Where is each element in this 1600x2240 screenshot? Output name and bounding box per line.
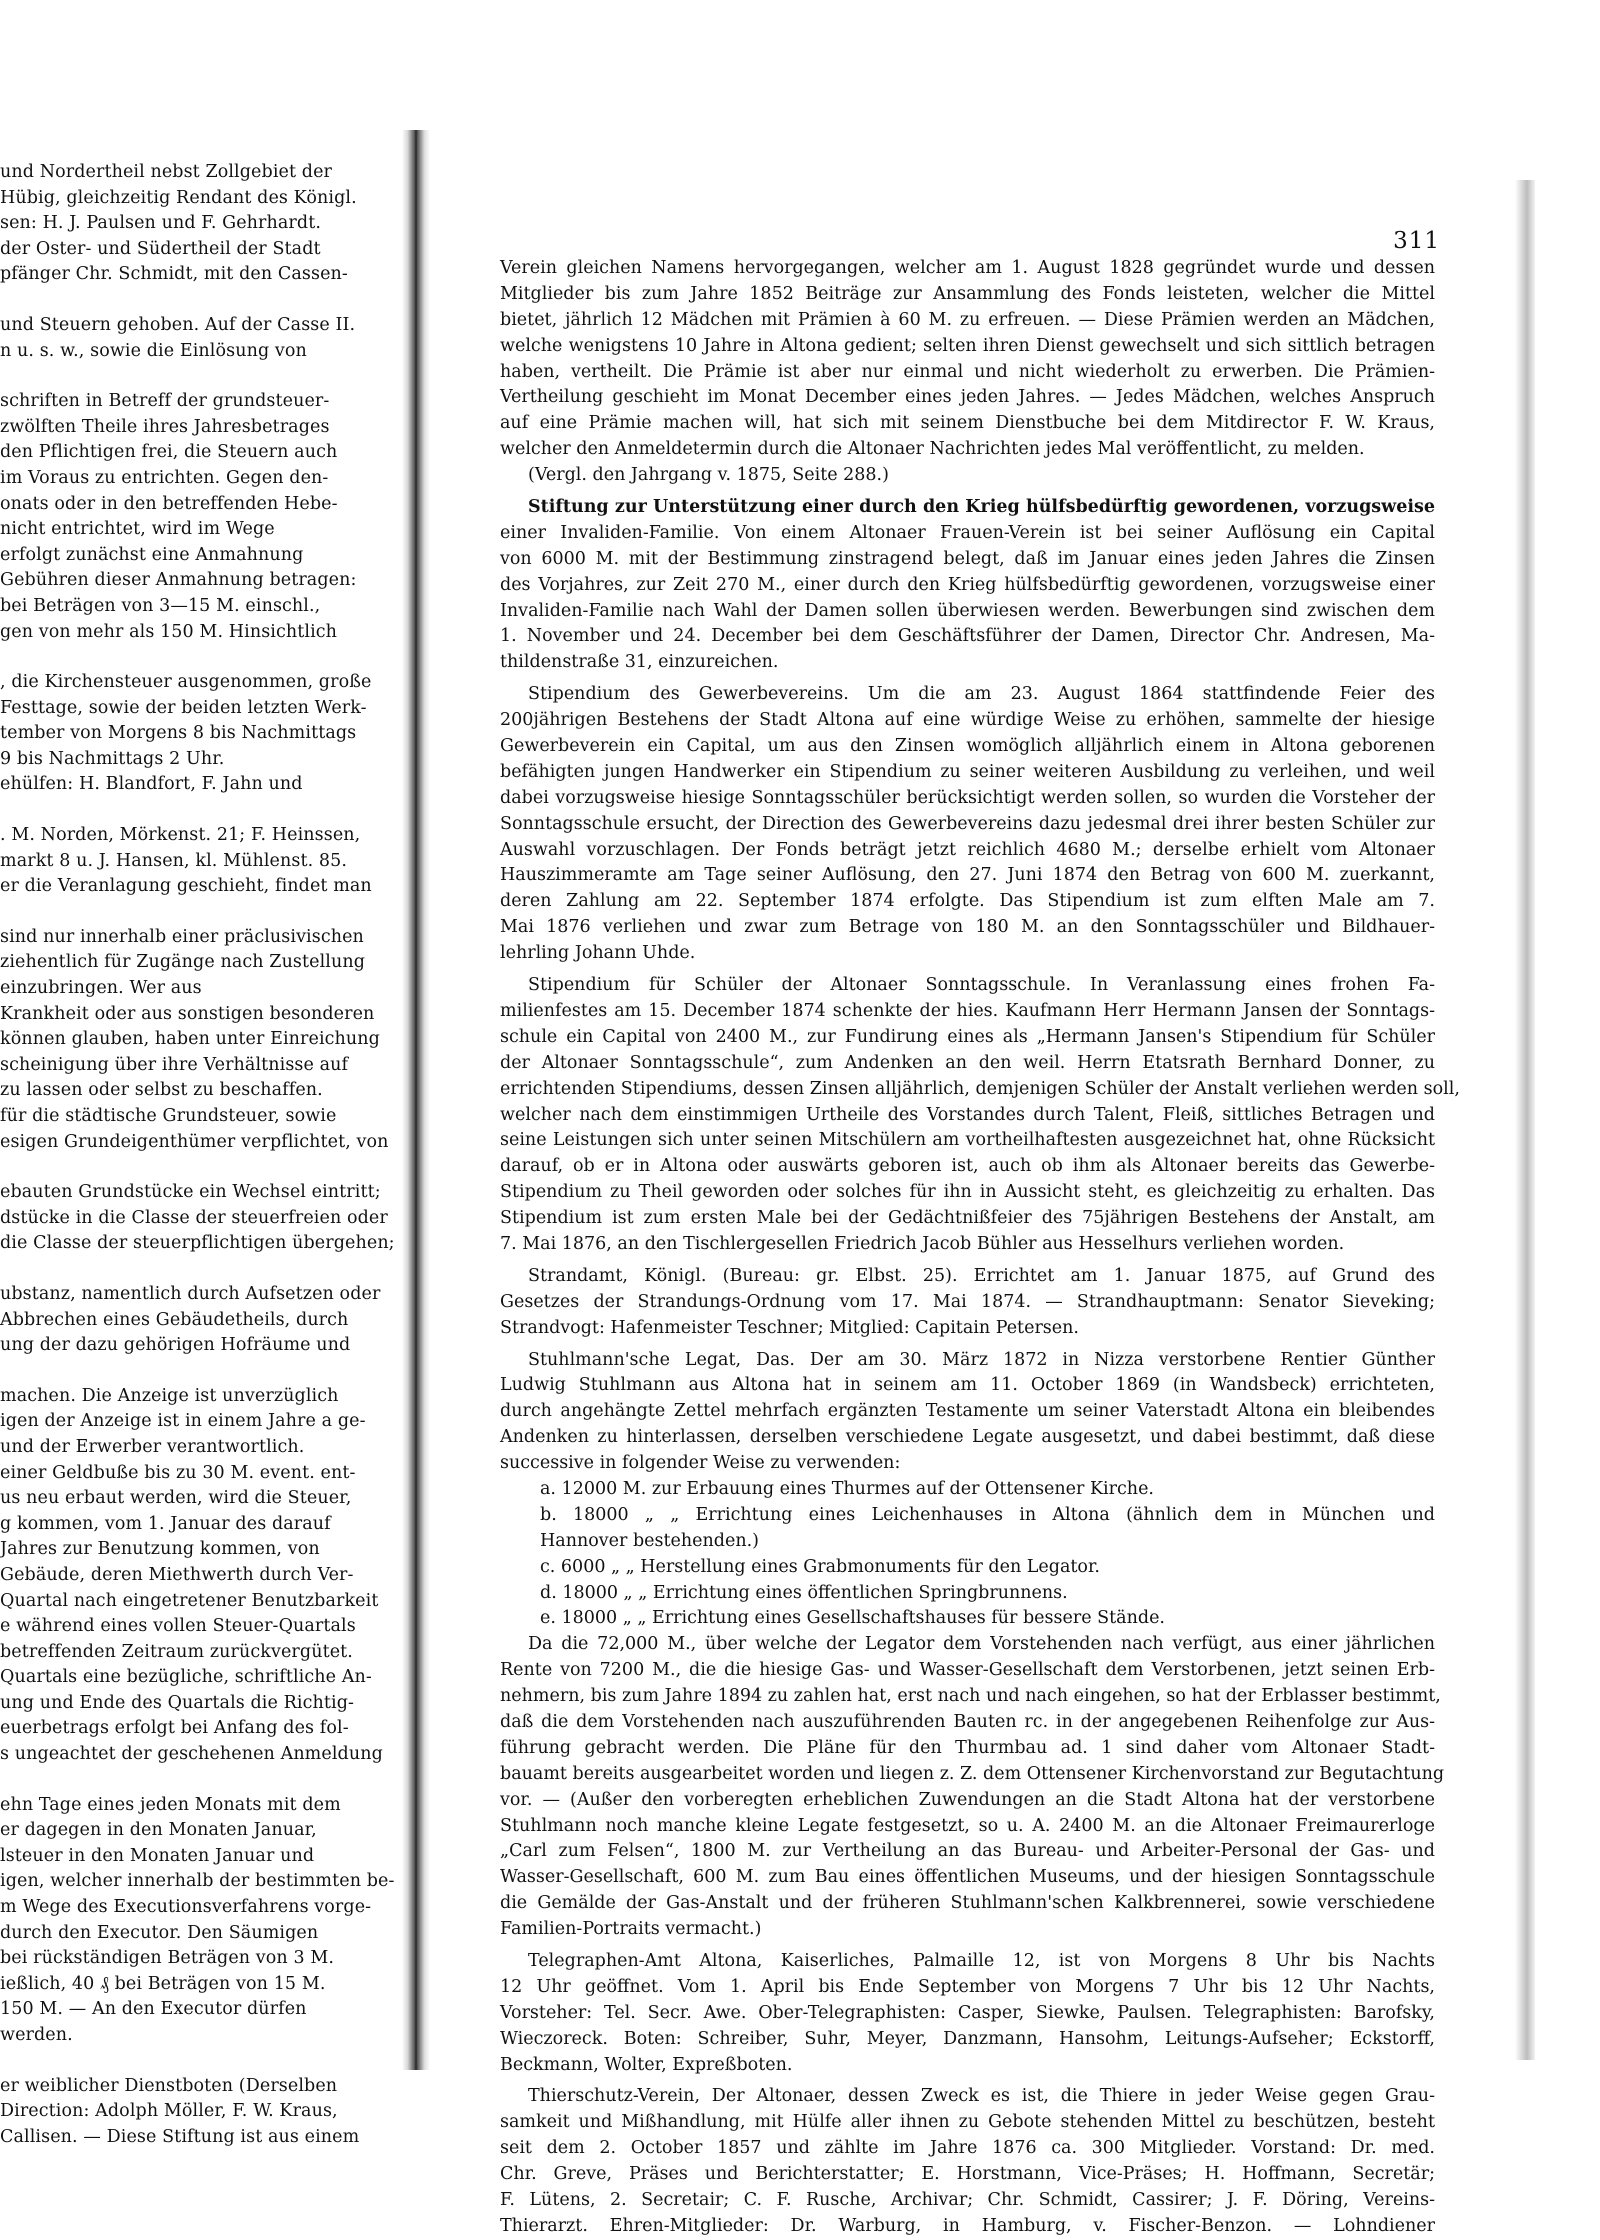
right-page-line: (Vergl. den Jahrgang v. 1875, Seite 288.)	[528, 465, 889, 486]
left-page-line: der Oster- und Südertheil der Stadt	[0, 238, 321, 259]
left-page-line: einer Geldbuße bis zu 30 M. event. ent-	[0, 1462, 356, 1483]
right-page-line: nehmern, bis zum Jahre 1894 zu zahlen hat, erst nach und nach eingehen, so hat der Erblasser bestimmt,	[500, 1686, 1441, 1707]
left-page-line: onats oder in den betreffenden Hebe-	[0, 493, 338, 514]
right-page-line: schule ein Capital von 2400 M., zur Fundirung eines als „Hermann Jansen's Stipendium für Schüler	[500, 1026, 1435, 1047]
right-page-line: Gewerbeverein ein Capital, um aus den Zinsen womöglich alljährlich einem in Altona geborenen	[500, 736, 1435, 757]
left-page-line: gen von mehr als 150 M. Hinsichtlich	[0, 621, 338, 642]
right-page-line: deren Zahlung am 22. September 1874 erfolgte. Das Stipendium ist zum elften Male am 7.	[500, 891, 1435, 912]
left-page-line: us neu erbaut werden, wird die Steuer,	[0, 1488, 352, 1509]
right-page-line: durch angehängte Zettel mehrfach ergänzten Testamente um seiner Vaterstadt Altona ein bleibendes	[500, 1401, 1435, 1422]
page-number: 311	[1393, 228, 1440, 254]
right-page-line: des Vorjahres, zur Zeit 270 M., einer durch den Krieg hülfsbedürftig gewordenen, vorzugsweise einer	[500, 574, 1435, 595]
right-page-line: b. 18000 „ „ Errichtung eines Leichenhauses in Altona (ähnlich dem in München und	[540, 1504, 1435, 1525]
right-page-line: Stipendium zu Theil geworden oder solches für ihn in Aussicht steht, es gleichzeitig zu erhalten. Das	[500, 1182, 1435, 1203]
right-page-line: Andenken zu hinterlassen, derselben verschiedene Legate ausgesetzt, und dabei bestimmt, daß diese	[500, 1427, 1435, 1448]
left-page-line: sen: H. J. Paulsen und F. Gehrhardt.	[0, 213, 321, 234]
right-page	[440, 130, 1510, 2236]
left-page-line: scheinigung über ihre Verhältnisse auf	[0, 1054, 349, 1075]
left-page-gap	[0, 1768, 390, 1793]
left-page-line: er die Veranlagung geschieht, findet man	[0, 876, 372, 897]
left-page-line: dstücke in die Classe der steuerfreien oder	[0, 1207, 388, 1228]
left-page-line: igen, welcher innerhalb der bestimmten be-	[0, 1871, 395, 1892]
right-page-line: Hannover bestehenden.)	[540, 1530, 759, 1551]
right-page-line: e. 18000 „ „ Errichtung eines Gesellschaftshauses für bessere Stände.	[540, 1608, 1165, 1629]
right-page-line: milienfestes am 15. December 1874 schenkte der hies. Kaufmann Herr Hermann Jansen der Sonntags-	[500, 1000, 1435, 1021]
right-page-line: „Carl zum Felsen“, 1800 M. zur Vertheilung an das Bureau- und Arbeiter-Personal der Gas- und	[500, 1841, 1435, 1862]
left-page-line: igen der Anzeige ist in einem Jahre a ge-	[0, 1411, 366, 1432]
left-page-line: Quartal nach eingetretener Benutzbarkeit	[0, 1590, 379, 1611]
left-page-line: werden.	[0, 2025, 73, 2045]
right-page-line: haben, vertheilt. Die Prämie ist aber nur einmal und nicht wiederholt zu erwerben. Die Prämien-	[500, 361, 1435, 382]
left-page-line: n u. s. w., sowie die Einlösung von	[0, 340, 307, 361]
right-page-line: seit dem 2. October 1857 und zählte im Jahre 1876 ca. 300 Mitglieder. Vorstand: Dr. med.	[500, 2138, 1435, 2159]
left-page-line: zwölften Theile ihres Jahresbetrages	[0, 416, 330, 437]
left-page-line: und Steuern gehoben. Auf der Casse II.	[0, 314, 356, 335]
left-page-line: Abbrechen eines Gebäudetheils, durch	[0, 1309, 349, 1330]
right-page-line: führung gebracht werden. Die Pläne für den Thurmbau ad. 1 sind daher vom Altonaer Stadt-	[500, 1737, 1435, 1758]
left-page-line: ubstanz, namentlich durch Aufsetzen oder	[0, 1283, 381, 1304]
right-page-line: Stuhlmann noch manche kleine Legate festgesetzt, so u. A. 2400 M. an die Altonaer Freimaurerloge	[500, 1815, 1435, 1836]
left-page-line: und der Erwerber verantwortlich.	[0, 1436, 305, 1457]
left-page-line: Callisen. — Diese Stiftung ist aus einem	[0, 2126, 360, 2147]
left-page-line: ießlich, 40 ₰ bei Beträgen von 15 M.	[0, 1973, 326, 1994]
left-page-line: können glauben, haben unter Einreichung	[0, 1029, 380, 1050]
right-page-line: d. 18000 „ „ Errichtung eines öffentlichen Springbrunnens.	[540, 1582, 1068, 1603]
right-page-line: auf eine Prämie machen will, hat sich mit seinem Dienstbuche bei dem Mitdirector F. W. Kraus,	[500, 413, 1435, 434]
right-page-line: Thierarzt. Ehren-Mitglieder: Dr. Warburg, in Hamburg, v. Fischer-Benzon. — Lohndiener	[500, 2215, 1435, 2236]
right-page-line: Mai 1876 verliehen und zwar zum Betrage von 180 M. an den Sonntagsschüler und Bildhauer-	[500, 917, 1435, 938]
right-page-line: Vertheilung geschieht im Monat December eines jeden Jahres. — Jedes Mädchen, welches Anspruch	[500, 387, 1435, 408]
right-page-line: 12 Uhr geöffnet. Vom 1. April bis Ende September von Morgens 7 Uhr bis 12 Uhr Nachts,	[500, 1976, 1435, 1997]
left-page-line: den Pflichtigen frei, die Steuern auch	[0, 442, 338, 463]
left-page-line: pfänger Chr. Schmidt, mit den Cassen-	[0, 264, 348, 285]
right-page-line: 7. Mai 1876, an den Tischlergesellen Friedrich Jacob Bühler aus Hesselhurs verliehen worden.	[500, 1233, 1345, 1254]
page-edge-shadow	[1515, 180, 1535, 2060]
right-page-line: vor. — (Außer den vorberegten erheblichen Zuwendungen an die Stadt Altona hat der verstorbene	[500, 1789, 1435, 1810]
left-page-line: g kommen, vom 1. Januar des darauf	[0, 1513, 331, 1534]
left-page-line: tember von Morgens 8 bis Nachmittags	[0, 723, 357, 744]
right-page-line: Da die 72,000 M., über welche der Legator dem Vorstehenden nach verfügt, aus einer jährlichen	[528, 1634, 1435, 1655]
left-page-line: erfolgt zunächst eine Anmahnung	[0, 544, 304, 565]
left-page-line: ebauten Grundstücke ein Wechsel eintritt;	[0, 1182, 381, 1203]
left-page-line: Festtage, sowie der beiden letzten Werk-	[0, 697, 367, 718]
left-page-line: ziehentlich für Zugänge nach Zustellung	[0, 952, 366, 973]
left-page-line: er dagegen in den Monaten Januar,	[0, 1820, 317, 1841]
right-page-line: thildenstraße 31, einzureichen.	[500, 652, 779, 673]
right-page-line: Beckmann, Wolter, Expreßboten.	[500, 2054, 793, 2075]
left-page-line: bei rückständigen Beträgen von 3 M.	[0, 1948, 335, 1969]
book-gutter	[402, 130, 430, 2070]
left-page-line: im Voraus zu entrichten. Gegen den-	[0, 467, 329, 488]
right-page-line: einer Invaliden-Familie. Von einem Altonaer Frauen-Verein ist bei seiner Auflösung ein Capital	[500, 522, 1435, 543]
right-page-line: Sonntagsschule ersucht, der Direction des Gewerbevereins dazu jedesmal drei ihrer besten Schüler zur	[500, 813, 1435, 834]
left-page-line: schriften in Betreff der grundsteuer-	[0, 391, 330, 412]
left-page-line: die Classe der steuerpflichtigen übergehen;	[0, 1233, 395, 1254]
left-page-line: esigen Grundeigenthümer verpflichtet, von	[0, 1131, 389, 1152]
right-page-line: successive in folgender Weise zu verwenden:	[500, 1453, 901, 1474]
right-page-line: 1. November und 24. December bei dem Geschäftsführer der Damen, Director Chr. Andresen, Ma-	[500, 626, 1435, 647]
right-page-line: Thierschutz-Verein, Der Altonaer, dessen Zweck es ist, die Thiere in jeder Weise gegen Grau-	[528, 2086, 1435, 2107]
left-page-line: Gebühren dieser Anmahnung betragen:	[0, 570, 357, 591]
left-page-gap	[0, 1257, 390, 1282]
right-page-line: Telegraphen-Amt Altona, Kaiserliches, Palmaille 12, ist von Morgens 8 Uhr bis Nachts	[528, 1951, 1435, 1971]
right-page-line: daß die dem Vorstehenden nach auszuführenden Bauten rc. in der angegebenen Reihenfolge zur Aus-	[500, 1711, 1435, 1732]
left-page-line: ehülfen: H. Blandfort, F. Jahn und	[0, 774, 303, 795]
left-page-line: er weiblicher Dienstboten (Derselben	[0, 2075, 338, 2096]
left-page-line: einzubringen. Wer aus	[0, 978, 202, 999]
right-page-line: Stuhlmann'sche Legat, Das. Der am 30. März 1872 in Nizza verstorbene Rentier Günther	[528, 1349, 1435, 1370]
right-page-line: c. 6000 „ „ Herstellung eines Grabmonuments für den Legator.	[540, 1556, 1100, 1577]
right-page-line: Rente von 7200 M., die die hiesige Gas- und Wasser-Gesellschaft dem Verstorbenen, jetzt seinen Erb-	[500, 1660, 1435, 1681]
left-page-line: für die städtische Grundsteuer, sowie	[0, 1106, 337, 1126]
right-page-line: befähigten jungen Handwerker ein Stipendium zu seiner weiteren Ausbildung zu verleihen, und weil	[500, 761, 1435, 782]
left-page-line: Krankheit oder aus sonstigen besonderen	[0, 1003, 375, 1024]
left-page-line: und Nordertheil nebst Zollgebiet der	[0, 162, 332, 182]
left-page-line: Quartals eine bezügliche, schriftliche An-	[0, 1667, 372, 1688]
right-page-line: von 6000 M. mit der Bestimmung zinstragend belegt, daß im Januar eines jeden Jahres die Zinsen	[500, 548, 1435, 569]
left-page-line: euerbetrags erfolgt bei Anfang des fol-	[0, 1718, 349, 1739]
left-page-column	[0, 160, 395, 2147]
left-page-line: bei Beträgen von 3—15 M. einschl.,	[0, 595, 321, 616]
left-page-gap	[0, 798, 390, 823]
right-page-line: Verein gleichen Namens hervorgegangen, welcher am 1. August 1828 gegründet wurde und dessen	[500, 258, 1435, 278]
right-page-line: Hauszimmeramte am Tage seiner Auflösung, den 27. Juni 1874 den Betrag von 600 M. zuerkannt,	[500, 865, 1435, 886]
left-page-line: machen. Die Anzeige ist unverzüglich	[0, 1385, 339, 1406]
right-page-line: Gesetzes der Strandungs-Ordnung vom 17. Mai 1874. — Strandhauptmann: Senator Sieveking;	[500, 1291, 1435, 1312]
right-page-line: Familien-Portraits vermacht.)	[500, 1919, 762, 1940]
right-page-line: Mitglieder bis zum Jahre 1852 Beiträge zur Ansammlung des Fonds leisteten, welcher die Mittel	[500, 283, 1435, 304]
right-page-line: welche wenigstens 10 Jahre in Altona gedient; selten ihren Dienst gewechselt und sich sittlich betragen	[500, 335, 1435, 356]
right-page-line: dabei vorzugsweise hiesige Sonntagsschüler berücksichtigt werden sollen, so wurden die Vorsteher der	[500, 787, 1435, 808]
left-page-line: e während eines vollen Steuer-Quartals	[0, 1616, 356, 1637]
right-page-line: Wasser-Gesellschaft, 600 M. zum Bau eines öffentlichen Museums, und der hiesigen Sonntagsschule	[500, 1867, 1435, 1888]
left-page-gap	[0, 2049, 390, 2074]
left-page-line: 9 bis Nachmittags 2 Uhr.	[0, 748, 225, 769]
right-page-line: a. 12000 M. zur Erbauung eines Thurmes auf der Ottensener Kirche.	[540, 1478, 1154, 1499]
left-page-gap	[0, 1155, 390, 1180]
right-page-line: lehrling Johann Uhde.	[500, 943, 696, 964]
right-page-line: Stipendium des Gewerbevereins. Um die am 23. August 1864 stattfindende Feier des	[528, 684, 1435, 705]
left-page-line: , die Kirchensteuer ausgenommen, große	[0, 672, 372, 693]
left-page-line: 150 M. — An den Executor dürfen	[0, 1999, 307, 2020]
left-page-line: Hübig, gleichzeitig Rendant des Königl.	[0, 187, 357, 208]
right-page-line: errichtenden Stipendiums, dessen Zinsen alljährlich, demjenigen Schüler der Anstalt verliehen werden soll,	[500, 1078, 1460, 1099]
left-page-line: ung und Ende des Quartals die Richtig-	[0, 1692, 355, 1713]
left-page-line: durch den Executor. Den Säumigen	[0, 1922, 319, 1943]
left-page-line: betreffenden Zeitraum zurückvergütet.	[0, 1641, 353, 1662]
right-page-line: Stipendium für Schüler der Altonaer Sonntagsschule. In Veranlassung eines frohen Fa-	[528, 975, 1435, 996]
left-page-line: lsteuer in den Monaten Januar und	[0, 1845, 315, 1866]
right-page-line: welcher nach dem einstimmigen Urtheile des Vorstandes durch Talent, Fleiß, sittliches Betragen und	[500, 1104, 1435, 1125]
left-page-line: Gebäude, deren Miethwerth durch Ver-	[0, 1564, 354, 1585]
right-page-line: bietet, jährlich 12 Mädchen mit Prämien à 60 M. zu erfreuen. — Diese Prämien werden an Mädchen,	[500, 309, 1435, 330]
right-page-line: bauamt bereits ausgearbeitet worden und liegen z. Z. dem Ottensener Kirchenvorstand zur Begutachtung	[500, 1763, 1445, 1784]
right-page-line: seine Leistungen sich unter seinen Mitschülern am vortheilhaftesten ausgezeichnet hat, ohne Rücksicht	[500, 1130, 1435, 1151]
right-page-line: die Gemälde der Gas-Anstalt und der früheren Stuhlmann'schen Kalkbrennerei, sowie verschiedene	[500, 1893, 1435, 1914]
left-page-line: . M. Norden, Mörkenst. 21; F. Heinssen,	[0, 825, 361, 846]
right-page-line: 200jährigen Bestehens der Stadt Altona auf eine würdige Weise zu erhöhen, sammelte der hiesige	[500, 710, 1435, 731]
right-page-line: der Altonaer Sonntagsschule“, zum Andenken an den weil. Herrn Etatsrath Bernhard Donner, zu	[500, 1052, 1435, 1073]
right-page-line: Ludwig Stuhlmann aus Altona hat in seinem am 11. October 1869 (in Wandsbeck) errichteten,	[500, 1375, 1435, 1396]
left-page-line: Jahres zur Benutzung kommen, von	[0, 1539, 320, 1560]
right-page-line: darauf, ob er in Altona oder auswärts geboren ist, auch ob ihm als Altonaer bereits das Gewerbe-	[500, 1156, 1435, 1177]
right-page-line: Invaliden-Familie nach Wahl der Damen sollen überwiesen werden. Bewerbungen sind zwischen dem	[500, 600, 1435, 621]
right-page-line: Stiftung zur Unterstützung einer durch den Krieg hülfsbedürftig gewordenen, vorzugsweise	[528, 497, 1435, 518]
left-page-gap	[0, 1359, 390, 1384]
right-page-line: F. Lütens, 2. Secretair; C. F. Rusche, Archivar; Chr. Schmidt, Cassirer; J. F. Döring, Vereins-	[500, 2190, 1435, 2211]
right-page-line: welcher den Anmeldetermin durch die Altonaer Nachrichten jedes Mal veröffentlicht, zu melden.	[500, 439, 1365, 460]
left-page-line: Direction: Adolph Möller, F. W. Kraus,	[0, 2101, 338, 2122]
right-page-line: Stipendium ist zum ersten Male bei der Gedächtnißfeier des 75jährigen Bestehens der Anstalt, am	[500, 1208, 1435, 1229]
left-page-line: ung der dazu gehörigen Hofräume und	[0, 1335, 351, 1356]
left-page-line: nicht entrichtet, wird im Wege	[0, 519, 275, 540]
right-page-line: Strandamt, Königl. (Bureau: gr. Elbst. 25). Errichtet am 1. Januar 1875, auf Grund des	[528, 1265, 1435, 1286]
left-page-line: sind nur innerhalb einer präclusivischen	[0, 926, 364, 947]
left-page-line: m Wege des Executionsverfahrens vorge-	[0, 1897, 372, 1918]
right-page-line: Vorsteher: Tel. Secr. Awe. Ober-Telegraphisten: Casper, Siewke, Paulsen. Telegraphisten: Barofsky,	[500, 2002, 1435, 2023]
right-page-line: samkeit und Mißhandlung, mit Hülfe aller ihnen zu Gebote stehenden Mittel zu beschützen, besteht	[500, 2112, 1435, 2133]
left-page-line: zu lassen oder selbst zu beschaffen.	[0, 1080, 323, 1101]
right-page-line: Strandvogt: Hafenmeister Teschner; Mitglied: Capitain Petersen.	[500, 1317, 1079, 1338]
left-page-gap	[0, 645, 390, 670]
left-page-gap	[0, 900, 390, 925]
left-page-line: markt 8 u. J. Hansen, kl. Mühlenst. 85.	[0, 850, 348, 871]
left-page-gap	[0, 364, 390, 389]
left-page-line: ehn Tage eines jeden Monats mit dem	[0, 1794, 341, 1815]
right-page-line: Chr. Greve, Präses und Berichterstatter; E. Horstmann, Vice-Präses; H. Hoffmann, Secretär;	[500, 2164, 1435, 2185]
left-page-line: s ungeachtet der geschehenen Anmeldung	[0, 1744, 383, 1765]
right-page-line: Auswahl vorzuschlagen. Der Fonds beträgt jetzt reichlich 4680 M.; derselbe erhielt vom Altonaer	[500, 839, 1435, 860]
right-page-line: Wieczoreck. Boten: Schreiber, Suhr, Meyer, Danzmann, Hansohm, Leitungs-Aufseher; Eckstorff,	[500, 2028, 1435, 2049]
left-page-gap	[0, 288, 390, 313]
right-page-text	[500, 256, 1460, 2240]
